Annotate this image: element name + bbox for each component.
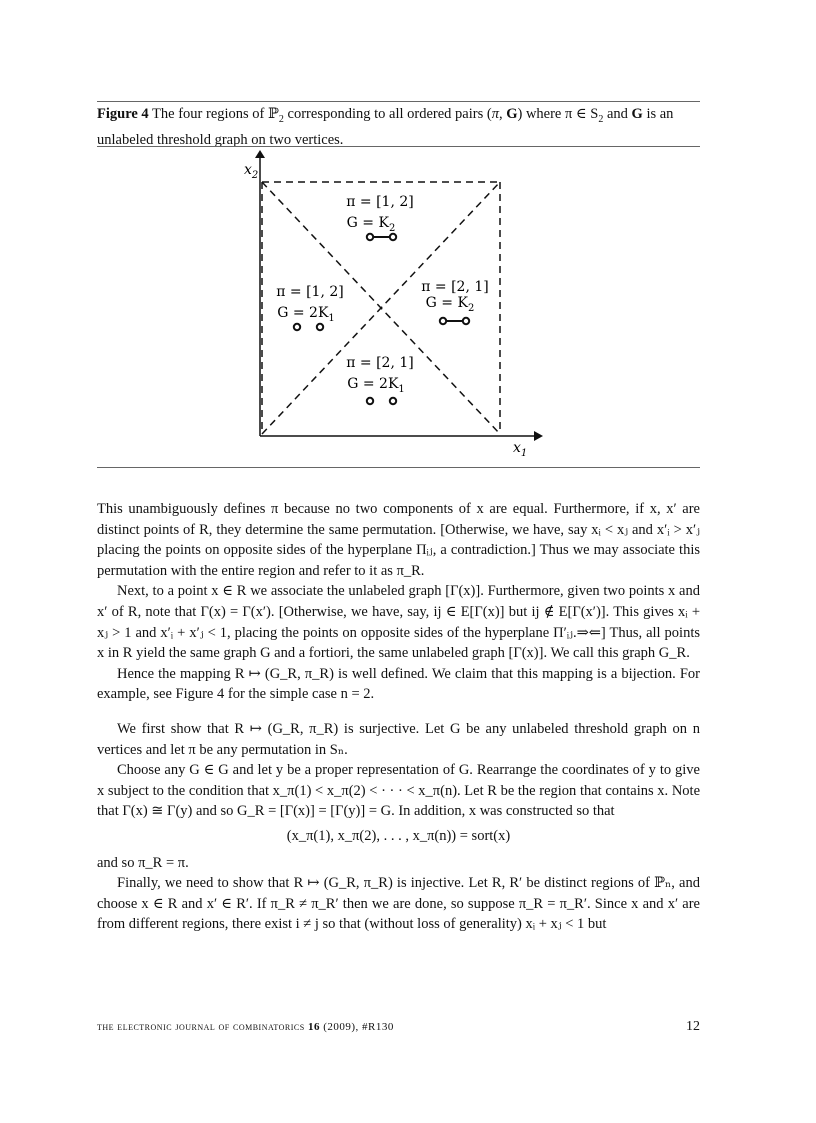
svg-text:π = [1, 2]: π = [1, 2] (276, 284, 344, 300)
paragraph: and so π_R = π. (97, 854, 189, 871)
paragraph: We first show that R ↦ (G_R, π_R) is surjective. Let G be any unlabeled threshold graph on n vertices and let π be any permutation in Sₙ. (97, 720, 700, 758)
graph-2k1-icon (294, 324, 323, 330)
region-top (346, 194, 413, 240)
caption-label: Figure 4 (97, 106, 149, 122)
display-equation: (x_π(1), x_π(2), . . . , x_π(n)) = sort(x) (286, 827, 511, 844)
graph-k2-icon (440, 318, 469, 324)
caption-top-rule (97, 101, 700, 102)
figure-caption: Figure 4 The four regions of ℙ$_2$ corresponding to all ordered pairs (π, G) where π ∈ $S_2$ and G is an unlabeled threshold graph on two vertices. (97, 106, 674, 148)
svg-text:G = K2: $G = K_2$ (346, 215, 396, 234)
svg-text:π = [2, 1]: π = [2, 1] (346, 355, 414, 371)
page-number: 12 (686, 1019, 700, 1034)
region-bottom (346, 355, 413, 404)
region-right (421, 279, 488, 324)
page-footer (97, 1021, 700, 1033)
y-axis-arrow-icon (255, 150, 265, 158)
region-left (276, 284, 343, 330)
x-axis-label: $x_1$ (513, 440, 528, 459)
figure-bottom-rule (97, 467, 700, 468)
journal-volume: 16 (307, 1021, 320, 1033)
svg-text:G = 2K1: $G = 2K_1$ (347, 376, 405, 395)
svg-text:G = K2: $G = K_2$ (425, 295, 475, 314)
paragraph: This unambiguously defines π because no two components of x are equal. Furthermore, if x, x′ are distinct points of R, they determine the same permutation. [Otherwise, we have, say xᵢ < xⱼ and x′ᵢ > x′ⱼ placing the points on opposite sides of the hyperplane Πᵢⱼ, a contradiction.] Thus we may associate this permutation with the entire region and refer to it as π_R. (97, 501, 700, 579)
paragraph: Hence the mapping R ↦ (G_R, π_R) is well defined. We claim that this mapping is a bijection. For example, see Figure 4 for the simple case n = 2. (97, 665, 700, 703)
paragraph: Choose any G ∈ G and let y be a proper representation of G. Rearrange the coordinates of y to give x subject to the condition that x_π(1) < x_π(2) < · · · < x_π(n). Let R be the region that contains x. Note that Γ(x) ≅ Γ(y) and so G_R = [Γ(x)] = [Γ(y)] = G. In addition, x was constructed so that (97, 762, 700, 820)
graph-k2-icon (367, 234, 396, 240)
y-axis-label: $x_2$ (244, 162, 259, 181)
svg-text:G = 2K1: $G = 2K_1$ (277, 305, 335, 324)
paragraph: Next, to a point x ∈ R we associate the unlabeled graph [Γ(x)]. Furthermore, given two points x and x′ of R, note that Γ(x) = Γ(x′). [Otherwise, we have, say, ij ∈ E[Γ(x)] but ij ∉ E[Γ(x′)]. This gives xᵢ + xⱼ > 1 and x′ᵢ + x′ⱼ < 1, placing the points on opposite sides of the hyperplane Π′ᵢⱼ.⇒⇐] Thus, all points x in R yield the same graph G and a fortiori, the same unlabeled graph [Γ(x)]. We call this graph G_R. (97, 583, 700, 662)
journal-year-id: (2009), #R130 (323, 1021, 394, 1033)
body-text (97, 499, 700, 935)
journal-name: the electronic journal of combinatorics (97, 1021, 305, 1033)
figure-4-diagram (230, 150, 570, 460)
caption-bottom-rule (97, 146, 700, 147)
x-axis-arrow-icon (534, 431, 543, 441)
svg-text:π = [2, 1]: π = [2, 1] (421, 279, 489, 295)
svg-text:π = [1, 2]: π = [1, 2] (346, 194, 414, 210)
paragraph: Finally, we need to show that R ↦ (G_R, π_R) is injective. Let R, R′ be distinct regions of ℙₙ, and choose x ∈ R and x′ ∈ R′. If π_R ≠ π_R′ then we are done, so suppose π_R = π_R′. Since x and x′ are from different regions, there exist i ≠ j so that (without loss of generality) xᵢ + xⱼ < 1 but (97, 875, 700, 933)
graph-2k1-icon (367, 398, 396, 404)
